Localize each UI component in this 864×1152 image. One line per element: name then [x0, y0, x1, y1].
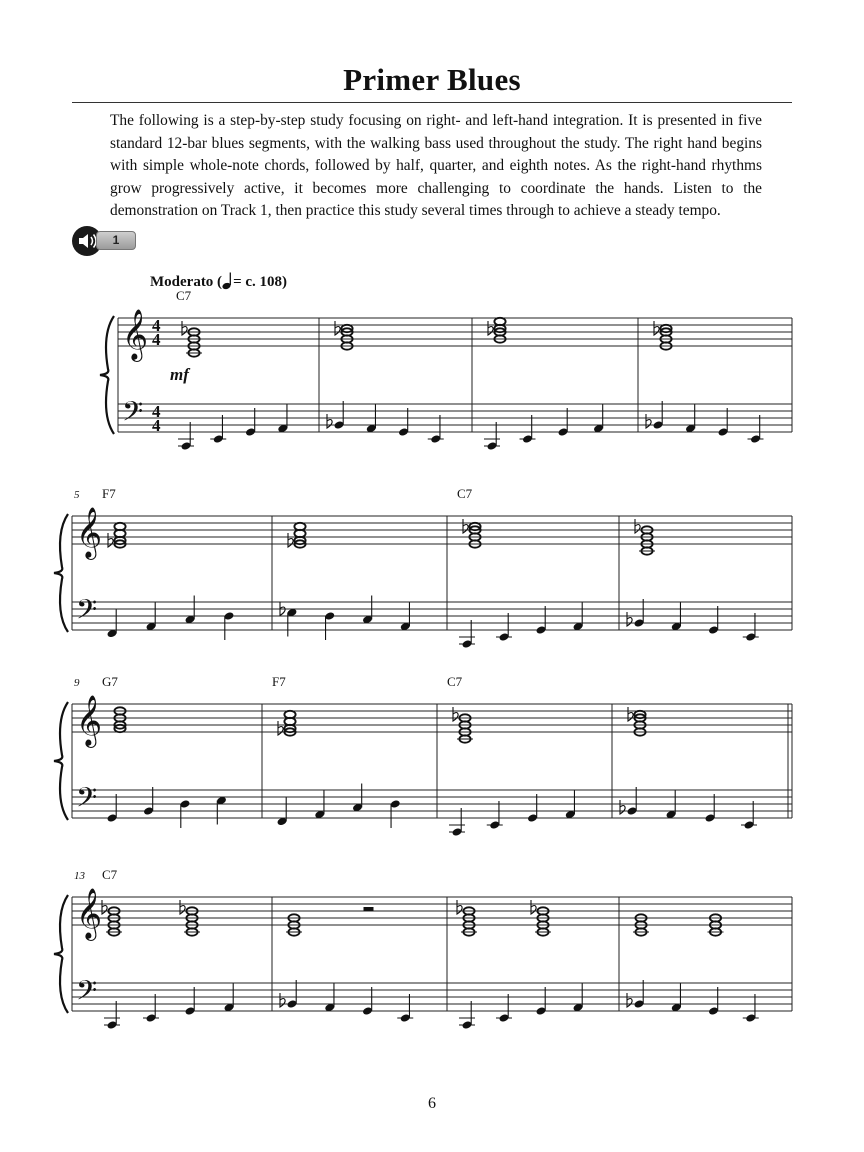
flat-icon [278, 721, 283, 735]
chord-symbol: F7 [102, 486, 116, 501]
brace [100, 316, 114, 434]
tempo-label: Moderato ( [150, 274, 223, 290]
track-number-badge: 1 [96, 231, 136, 250]
flat-icon [327, 414, 332, 428]
flat-icon [280, 602, 285, 616]
brace [54, 702, 68, 820]
time-signature-numerator: 4 [152, 316, 161, 335]
treble-clef-icon: 𝄞 [76, 696, 103, 745]
flat-icon [488, 321, 493, 335]
measure-number: 5 [74, 489, 80, 501]
flat-icon [457, 900, 462, 914]
flat-icon [453, 707, 458, 721]
flat-icon [531, 900, 536, 914]
time-signature-denominator: 4 [152, 330, 161, 349]
time-signature-denominator: 4 [152, 416, 161, 435]
treble-clef-icon: 𝄞 [76, 889, 103, 938]
bass-clef-icon: 𝄢 [76, 596, 98, 632]
flat-icon [280, 993, 285, 1007]
chord-symbol: C7 [176, 288, 192, 303]
flat-icon [627, 993, 632, 1007]
flat-icon [620, 800, 625, 814]
page-title: Primer Blues [343, 62, 521, 97]
treble-clef-icon: 𝄞 [122, 310, 149, 359]
flat-icon [628, 707, 633, 721]
chord-symbol: C7 [447, 674, 463, 689]
flat-icon [654, 321, 659, 335]
bass-clef-icon: 𝄢 [76, 977, 98, 1013]
flat-icon [108, 533, 113, 547]
flat-icon [627, 612, 632, 626]
flat-icon [335, 321, 340, 335]
brace [54, 895, 68, 1013]
bass-clef-icon: 𝄢 [122, 398, 144, 434]
flat-icon [635, 519, 640, 533]
brace [54, 514, 68, 632]
treble-clef-icon: 𝄞 [76, 508, 103, 557]
flat-icon [463, 519, 468, 533]
chord-symbol: G7 [102, 674, 118, 689]
measure-number: 9 [74, 677, 80, 689]
chord-symbol: C7 [457, 486, 473, 501]
flat-icon [102, 900, 107, 914]
flat-icon [288, 533, 293, 547]
page-number: 6 [428, 1095, 436, 1112]
chord-symbol: C7 [102, 867, 118, 882]
bass-clef-icon: 𝄢 [76, 784, 98, 820]
half-rest-icon [364, 907, 374, 911]
measure-number: 13 [74, 870, 85, 882]
intro-paragraph: The following is a step-by-step study focusing on right- and left-hand integration. It is presented in five standard 12-bar blues segments, with the walking bass used throughout the study. The right hand begins with simple whole-note chords, followed by half, quarter, and eighth notes. As the right-hand rhythms grow progressively active, it becomes more challenging to coordinate the hands. Listen to the demonstration on Track 1, then practice this study several times through to achieve a steady tempo. [110, 112, 762, 220]
time-signature-numerator: 4 [152, 402, 161, 421]
flat-icon [182, 321, 187, 335]
tempo-value: = c. 108) [233, 274, 288, 290]
dynamic-marking: mf [170, 365, 189, 384]
flat-icon [646, 414, 651, 428]
flat-icon [180, 900, 185, 914]
chord-symbol: F7 [272, 674, 286, 689]
